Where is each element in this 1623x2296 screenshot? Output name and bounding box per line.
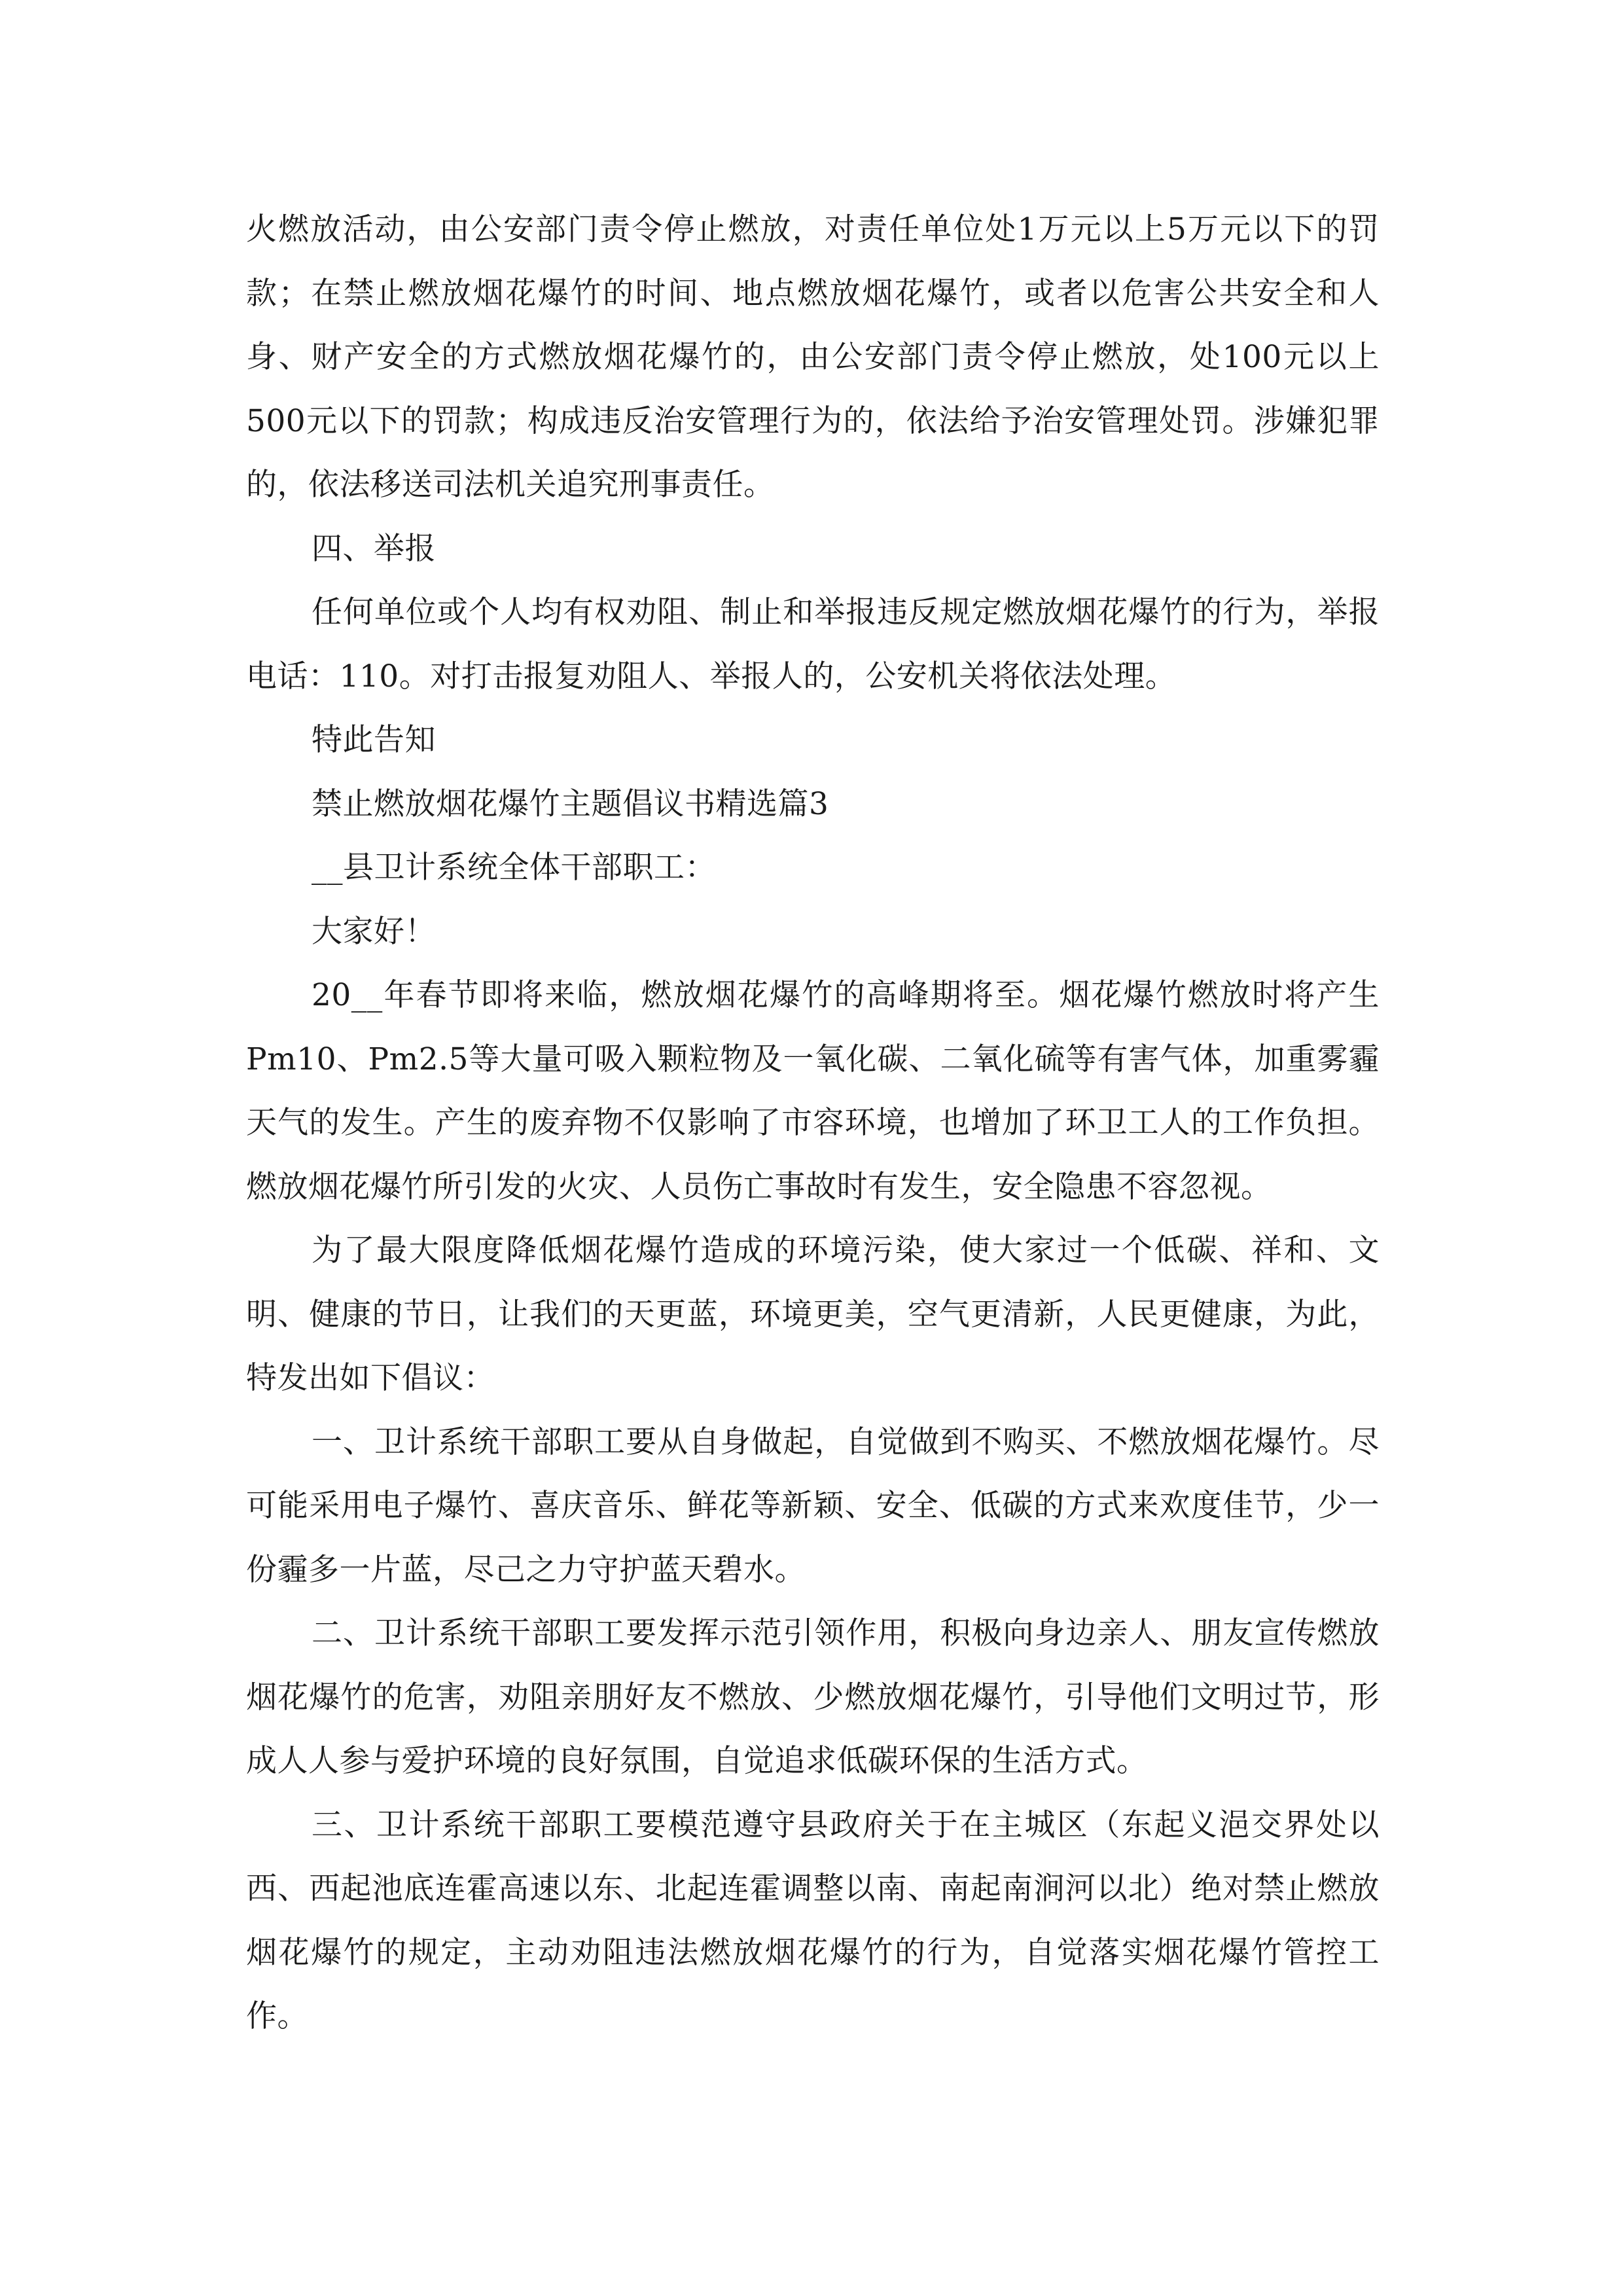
paragraph-penalties: 火燃放活动，由公安部门责令停止燃放，对责任单位处1万元以上5万元以下的罚款；在禁止燃放烟花爆竹的时间、地点燃放烟花爆竹，或者以危害公共安全和人身、财产安全的方式燃放烟花爆竹的，由公安部门责令停止燃放，处100元以上500元以下的罚款；构成违反治安管理行为的，依法给予治安管理处罚。涉嫌犯罪的，依法移送司法机关追究刑事责任。 (246, 211, 1380, 503)
section-heading-report: 四、举报 (312, 530, 436, 567)
notice-closing: 特此告知 (312, 722, 436, 758)
paragraph-purpose: 为了最大限度降低烟花爆竹造成的环境污染，使大家过一个低碳、祥和、文明、健康的节日，让我们的天更蓝，环境更美，空气更清新，人民更健康，为此，特发出如下倡议： (246, 1232, 1380, 1396)
proposal-item-3: 三、卫计系统干部职工要模范遵守县政府关于在主城区（东起义浥交界处以西、西起池底连霍高速以东、北起连霍调整以南、南起南涧河以北）绝对禁止燃放烟花爆竹的规定，主动劝阻违法燃放烟花爆竹的行为，自觉落实烟花爆竹管控工作。 (246, 1806, 1380, 2034)
paragraph-report: 任何单位或个人均有权劝阻、制止和举报违反规定燃放烟花爆竹的行为，举报电话：110。对打击报复劝阻人、举报人的，公安机关将依法处理。 (246, 594, 1380, 694)
section-title-proposal-3: 禁止燃放烟花爆竹主题倡议书精选篇3 (312, 785, 829, 822)
greeting: 大家好！ (312, 913, 436, 950)
salutation-recipients: __县卫计系统全体干部职工： (312, 850, 716, 886)
document-body (246, 198, 1380, 2049)
proposal-item-1: 一、卫计系统干部职工要从自身做起，自觉做到不购买、不燃放烟花爆竹。尽可能采用电子爆竹、喜庆音乐、鲜花等新颖、安全、低碳的方式来欢度佳节，少一份霾多一片蓝，尽己之力守护蓝天碧水。 (246, 1424, 1380, 1588)
proposal-item-2: 二、卫计系统干部职工要发挥示范引领作用，积极向身边亲人、朋友宣传燃放烟花爆竹的危害，劝阻亲朋好友不燃放、少燃放烟花爆竹，引导他们文明过节，形成人人参与爱护环境的良好氛围，自觉追求低碳环保的生活方式。 (246, 1615, 1380, 1779)
paragraph-intro: 20__年春节即将来临，燃放烟花爆竹的高峰期将至。烟花爆竹燃放时将产生Pm10、Pm2.5等大量可吸入颗粒物及一氧化碳、二氧化硫等有害气体，加重雾霾天气的发生。产生的废弃物不仅影响了市容环境，也增加了环卫工人的工作负担。燃放烟花爆竹所引发的火灾、人员伤亡事故时有发生，安全隐患不容忽视。 (246, 977, 1380, 1205)
